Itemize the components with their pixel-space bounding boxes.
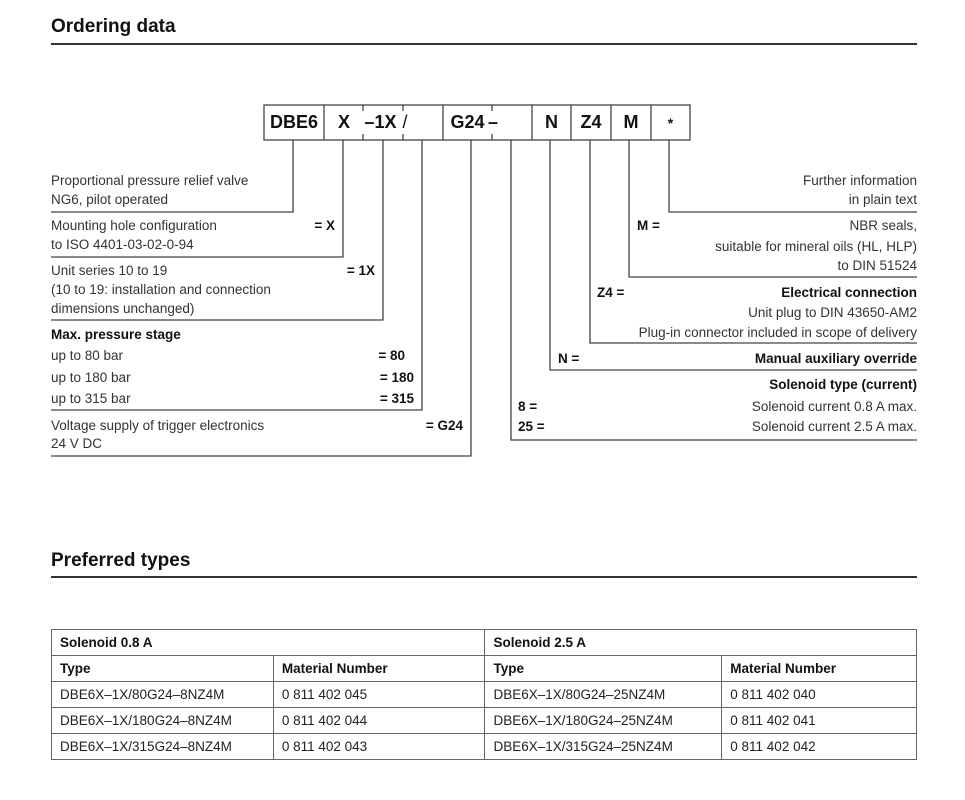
column-header: Type (485, 656, 722, 682)
cell: 0 811 402 041 (722, 708, 917, 734)
divider (51, 576, 917, 578)
code-value: = G24 (425, 418, 463, 433)
code-value: = 80 (378, 348, 405, 363)
desc-text: (10 to 19: installation and connection (51, 282, 271, 297)
table-row (52, 708, 917, 734)
desc-text: in plain text (848, 192, 917, 207)
desc-text: NG6, pilot operated (51, 192, 169, 207)
table-header-row (52, 656, 917, 682)
desc-text: NBR seals, (849, 218, 917, 233)
cell: 0 811 402 040 (722, 682, 917, 708)
code-voltage: G24 (450, 112, 485, 132)
desc-text: up to 180 bar (51, 370, 131, 385)
code-value: = X (314, 218, 335, 233)
section-title-ordering-data: Ordering data (51, 16, 176, 37)
column-header: Type (52, 656, 274, 682)
code-further-info: * (667, 114, 674, 131)
code-value: N = (558, 351, 580, 366)
desc-text: up to 315 bar (51, 391, 131, 406)
code-connection: Z4 (580, 112, 602, 132)
code-mounting: X (337, 112, 350, 132)
cell: DBE6X–1X/315G24–25NZ4M (485, 734, 722, 760)
code-value: M = (637, 218, 660, 233)
cell: DBE6X–1X/180G24–8NZ4M (52, 708, 274, 734)
desc-text: Mounting hole configuration (51, 218, 217, 233)
desc-heading: Electrical connection (781, 285, 917, 300)
desc-text: up to 80 bar (51, 348, 124, 363)
code-value: = 180 (379, 370, 414, 385)
cell: 0 811 402 045 (273, 682, 485, 708)
preferred-types-table (51, 629, 917, 760)
cell: DBE6X–1X/180G24–25NZ4M (485, 708, 722, 734)
cell: DBE6X–1X/315G24–8NZ4M (52, 734, 274, 760)
group-header: Solenoid 0.8 A (52, 630, 485, 656)
table-row (52, 734, 917, 760)
code-override: N (545, 112, 558, 132)
group-header: Solenoid 2.5 A (485, 630, 917, 656)
desc-text: suitable for mineral oils (HL, HLP) (715, 239, 917, 254)
code-seals: M (623, 112, 639, 132)
cell: DBE6X–1X/80G24–25NZ4M (485, 682, 722, 708)
desc-text: Solenoid current 2.5 A max. (751, 419, 917, 434)
table-group-row (52, 630, 917, 656)
code-value: 25 = (518, 419, 545, 434)
desc-text: Voltage supply of trigger electronics (51, 418, 265, 433)
code-slash: / (402, 112, 408, 132)
code-unit-series: –1X (364, 112, 397, 132)
desc-text: Unit plug to DIN 43650-AM2 (748, 305, 917, 320)
desc-text: 24 V DC (51, 436, 103, 451)
desc-heading: Manual auxiliary override (754, 351, 917, 366)
desc-text: Further information (802, 173, 917, 188)
code-value: = 315 (379, 391, 414, 406)
cell: 0 811 402 042 (722, 734, 917, 760)
cell: 0 811 402 044 (273, 708, 485, 734)
desc-heading: Solenoid type (current) (769, 377, 917, 392)
desc-text: Solenoid current 0.8 A max. (751, 399, 917, 414)
desc-text: Proportional pressure relief valve (51, 173, 249, 188)
code-series: DBE6 (269, 112, 318, 132)
column-header: Material Number (722, 656, 917, 682)
column-header: Material Number (273, 656, 485, 682)
code-value: Z4 = (597, 285, 625, 300)
desc-text: Plug-in connector included in scope of delivery (638, 325, 917, 340)
desc-text: Unit series 10 to 19 (51, 263, 168, 278)
desc-heading: Max. pressure stage (51, 327, 181, 342)
table-row (52, 682, 917, 708)
desc-text: to ISO 4401-03-02-0-94 (51, 237, 194, 252)
code-dash: – (487, 112, 498, 132)
cell: DBE6X–1X/80G24–8NZ4M (52, 682, 274, 708)
desc-text: to DIN 51524 (837, 258, 917, 273)
desc-text: dimensions unchanged) (51, 301, 195, 316)
code-value: 8 = (518, 399, 538, 414)
cell: 0 811 402 043 (273, 734, 485, 760)
code-value: = 1X (346, 263, 375, 278)
section-title-preferred-types: Preferred types (51, 550, 191, 571)
